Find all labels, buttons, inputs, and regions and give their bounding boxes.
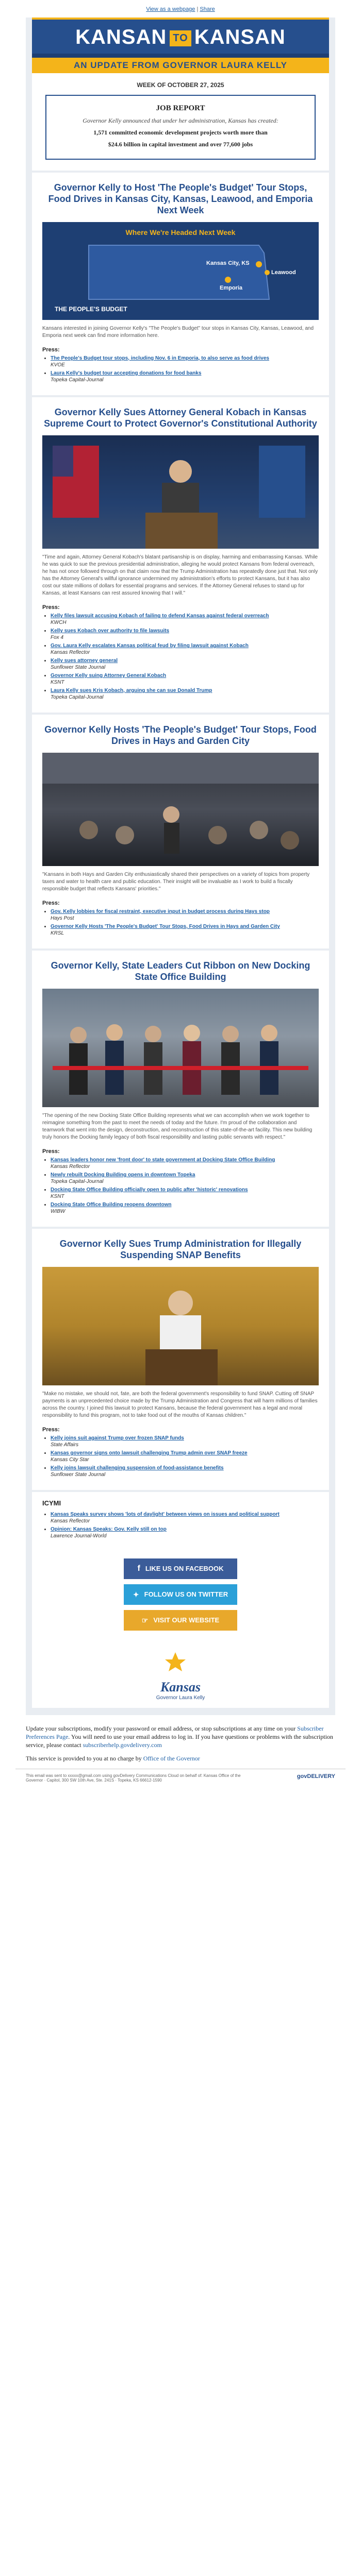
story-title: Governor Kelly, State Leaders Cut Ribbon on New Docking State Office Building: [51, 960, 310, 982]
subscriber-help-link[interactable]: subscriberhelp.govdelivery.com: [83, 1741, 162, 1749]
link-separator: |: [195, 6, 200, 12]
facebook-button-label: LIKE US ON FACEBOOK: [145, 1565, 224, 1572]
press-link[interactable]: Kansas governor signs onto lawsuit challenging Trump admin over SNAP freeze: [51, 1450, 248, 1456]
press-list: [42, 1157, 319, 1215]
footer-text-3: This service is provided to you at no charge by: [26, 1755, 143, 1762]
tour-map-graphic: [42, 222, 319, 320]
press-source: Sunflower State Journal: [51, 665, 106, 670]
story-caption: "The opening of the new Docking State Office Building represents what we can accomplish when we work together to reimagine something from the past to meet the needs of today and the future. I'm proud of the collaboration and teamwork that went into the design, deconstruction, and reconstruction of this state-of-the-art facility. This new building truly honors the Docking family legacy of both fiscal responsibility and lasting public servants with respect.": [42, 1113, 313, 1140]
story-peoples-budget-next-week: [32, 171, 329, 395]
job-report-line-1: 1,571 committed economic development projects worth more than: [93, 129, 268, 136]
social-buttons: [32, 1549, 329, 1645]
press-link[interactable]: Laura Kelly sues Kris Kobach, arguing she can sue Donald Trump: [51, 688, 212, 693]
icymi-item: [51, 1526, 319, 1539]
map-label-leawood: Leawood: [271, 269, 296, 276]
press-item: [51, 923, 319, 937]
press-link[interactable]: Governor Kelly Hosts 'The People's Budget' Tour Stops, Food Drives in Hays and Garden City: [51, 924, 280, 929]
press-link[interactable]: Newly rebuilt Docking Building opens in downtown Topeka: [51, 1172, 195, 1178]
press-link[interactable]: Laura Kelly's budget tour accepting donations for food banks: [51, 370, 202, 376]
press-source: KRSL: [51, 930, 64, 936]
press-source: Topeka Capital-Journal: [51, 694, 104, 700]
story-docking-ribbon-cutting: [32, 948, 329, 1227]
press-list: [42, 908, 319, 937]
press-item: [51, 1187, 319, 1200]
press-item: [51, 1435, 319, 1448]
twitter-button[interactable]: [124, 1584, 237, 1605]
office-of-governor-link[interactable]: Office of the Governor: [143, 1755, 200, 1762]
press-list: [42, 1435, 319, 1478]
facebook-button[interactable]: [124, 1558, 237, 1579]
story-title: Governor Kelly Sues Trump Administration for Illegally Suspending SNAP Benefits: [59, 1239, 302, 1260]
job-report-line-2: $24.6 billion in capital investment and over 77,600 jobs: [108, 141, 253, 148]
press-source: Kansas Reflector: [51, 650, 90, 655]
press-source: Kansas Reflector: [51, 1164, 90, 1170]
subscriber-preferences-link[interactable]: Subscriber Preferences Page: [26, 1725, 324, 1740]
press-list: [42, 355, 319, 383]
icymi-section: [32, 1490, 329, 1549]
website-button[interactable]: [124, 1610, 237, 1631]
story-kobach-lawsuit: [32, 395, 329, 713]
story-title: Governor Kelly to Host 'The People's Budget' Tour Stops, Food Drives in Kansas City, Kansas, Leawood, and Emporia Next Week: [48, 182, 313, 215]
footer-fine-print: This email was sent to xxxxx@gmail.com using govDelivery Communications Cloud on behalf of: Kansas Office of the Governor · Capitol, 300 SW 10th Ave, Ste. 241S · Topeka, KS 66612-1590: [26, 1773, 241, 1783]
press-source: State Affairs: [51, 1442, 79, 1448]
story-caption: Kansans interested in joining Governor Kelly's "The People's Budget" tour stops in Kansas City, Kansas, Leawood, and Emporia next week can find more information here.: [42, 326, 314, 338]
kansas-logo-word: Kansas: [160, 1680, 201, 1694]
press-item: [51, 657, 319, 671]
icymi-title: ICYMI: [42, 1499, 61, 1507]
footer-text-2: . You will need to use your email address to log in. If you have questions or problems with the subscription service, please contact: [26, 1733, 333, 1749]
press-link[interactable]: Kelly joins lawsuit challenging suspension of food-assistance benefits: [51, 1465, 224, 1471]
legal-footer: [15, 1769, 346, 1787]
story-hays-garden-city: [32, 713, 329, 948]
map-label-kansas-city: Kansas City, KS: [206, 260, 250, 266]
press-item: [51, 1157, 319, 1170]
press-link[interactable]: Kelly files lawsuit accusing Kobach of failing to defend Kansas against federal overreach: [51, 613, 269, 619]
press-item: [51, 1465, 319, 1478]
job-report-title: JOB REPORT: [156, 104, 205, 112]
icymi-list: [42, 1511, 319, 1539]
icymi-link[interactable]: Kansas Speaks survey shows 'lots of daylight' between views on issues and political support: [51, 1512, 280, 1517]
press-source: KSNT: [51, 1194, 64, 1199]
press-source: Topeka Capital-Journal: [51, 377, 104, 383]
press-item: [51, 642, 319, 656]
press-heading: Press:: [42, 900, 60, 906]
press-link[interactable]: Kelly sues attorney general: [51, 658, 118, 664]
masthead-word-left: KANSAN: [75, 26, 167, 48]
press-link[interactable]: Docking State Office Building reopens downtown: [51, 1202, 172, 1208]
share-link[interactable]: Share: [200, 6, 215, 12]
press-item: [51, 1172, 319, 1185]
twitter-icon: ✦: [133, 1590, 139, 1599]
press-link[interactable]: The People's Budget tour stops, including Nov. 6 in Emporia, to also serve as food drives: [51, 355, 269, 361]
press-heading: Press:: [42, 604, 60, 611]
press-item: [51, 355, 319, 368]
twitter-button-label: FOLLOW US ON TWITTER: [144, 1590, 228, 1598]
icymi-link[interactable]: Opinion: Kansas Speaks: Gov. Kelly still on top: [51, 1527, 167, 1532]
story-caption: "Make no mistake, we should not, fate, are both the federal government's responsibility to fund SNAP. Cutting off SNAP payments is an unprecedented choice made by the Trump Administration and Congress that will harm millions of families across the country. I joined this lawsuit to protect Kansans, because the federal government has a legal and moral responsibility to fund this program, not to take food out of the mouths of Kansas children.": [42, 1391, 318, 1418]
story-snap-lawsuit: [32, 1227, 329, 1490]
view-as-webpage-link[interactable]: View as a webpage: [146, 6, 195, 12]
press-link[interactable]: Kelly sues Kobach over authority to file lawsuits: [51, 628, 170, 634]
masthead-title: [32, 26, 329, 49]
kansas-logo-subtitle: Governor Laura Kelly: [156, 1695, 205, 1701]
press-list: [42, 613, 319, 701]
press-heading: Press:: [42, 1427, 60, 1433]
press-source: Fox 4: [51, 635, 64, 640]
footer-text-1: Update your subscriptions, modify your password or email address, or stop subscriptions at any time on your: [26, 1725, 298, 1732]
icymi-source: Lawrence Journal-World: [51, 1533, 107, 1539]
masthead-word-right: KANSAN: [194, 26, 286, 48]
govdelivery-logo: govDELIVERY: [297, 1773, 335, 1780]
press-source: Hays Post: [51, 916, 74, 921]
subscription-footer: [15, 1715, 346, 1769]
icymi-item: [51, 1511, 319, 1524]
press-item: [51, 1450, 319, 1463]
story-caption: "Time and again, Attorney General Kobach's blatant partisanship is on display, harming and embarrassing Kansas. While he was quick to sue the previous presidential administration, alleging he would protect Kansans from federal overreach, he has not once followed through on that claim now that the Trump Administration has repeatedly done just that. Not only has the Attorney General's willful ignorance undermined my administration's efforts to protect Kansans, but it has also cost our state millions of dollars for essential programs and services. If the Attorney General refuses to stand up for Kansas, at least Kansans can rest assured knowing that I will.": [42, 554, 318, 596]
press-source: Topeka Capital-Journal: [51, 1179, 104, 1184]
story-caption: "Kansans in both Hays and Garden City enthusiastically shared their perspectives on a variety of topics from property taxes and water to health care and public education. Their insight will be invaluable as I work to build a fiscally responsible budget that reflects Kansans' priorities.": [42, 872, 310, 892]
press-source: Kansas City Star: [51, 1457, 89, 1463]
job-report-intro: Governor Kelly announced that under her administration, Kansas has created:: [83, 117, 278, 124]
job-report-card: [32, 95, 329, 171]
map-label-emporia: Emporia: [220, 285, 243, 291]
press-link[interactable]: Governor Kelly suing Attorney General Kobach: [51, 673, 167, 679]
ribbon-cutting-photo-icon: [42, 989, 319, 1107]
press-item: [51, 370, 319, 383]
story-photo: [42, 435, 319, 549]
press-source: KWCH: [51, 620, 67, 625]
press-source: Sunflower State Journal: [51, 1472, 106, 1478]
press-heading: Press:: [42, 347, 60, 353]
newsletter-container: [26, 18, 335, 1715]
town-hall-photo-icon: [42, 753, 319, 866]
masthead: [32, 18, 329, 73]
press-item: [51, 628, 319, 641]
press-source: KSNT: [51, 680, 64, 685]
press-source: KVOE: [51, 362, 65, 368]
press-link[interactable]: Kansas leaders honor new 'front door' to state government at Docking State Office Building: [51, 1157, 275, 1163]
peoples-budget-badge: THE PEOPLE'S BUDGET: [55, 306, 127, 313]
press-source: WIBW: [51, 1209, 65, 1214]
story-photo: [42, 1267, 319, 1385]
governor-podium-photo-icon: [42, 1267, 319, 1385]
facebook-icon: f: [137, 1564, 140, 1573]
website-button-label: VISIT OUR WEBSITE: [153, 1616, 220, 1624]
press-item: [51, 672, 319, 686]
story-title: Governor Kelly Hosts 'The People's Budget' Tour Stops, Food Drives in Hays and Garden City: [44, 724, 317, 746]
story-title: Governor Kelly Sues Attorney General Kobach in Kansas Supreme Court to Protect Governor's Constitutional Authority: [44, 407, 317, 429]
press-link[interactable]: Docking State Office Building officially open to public after 'historic' renovations: [51, 1187, 248, 1193]
story-photo: [42, 753, 319, 866]
job-report-box: [45, 95, 316, 160]
press-link[interactable]: Gov. Kelly lobbies for fiscal restraint, executive input in budget process during Hays stop: [51, 909, 270, 914]
story-photo: [42, 989, 319, 1107]
icymi-source: Kansas Reflector: [51, 1518, 90, 1524]
map-heading: Where We're Headed Next Week: [125, 228, 236, 236]
kansas-logo-area: [32, 1645, 329, 1708]
press-item: [51, 908, 319, 922]
header-card: [32, 18, 329, 73]
masthead-to-badge: TO: [170, 30, 191, 46]
week-label: WEEK OF OCTOBER 27, 2025: [32, 73, 329, 95]
press-link[interactable]: Kelly joins suit against Trump over frozen SNAP funds: [51, 1435, 184, 1441]
press-conference-photo-icon: [42, 435, 319, 549]
press-heading: Press:: [42, 1148, 60, 1155]
press-item: [51, 1201, 319, 1215]
masthead-tagline: AN UPDATE FROM GOVERNOR LAURA KELLY: [32, 58, 329, 73]
press-link[interactable]: Gov. Laura Kelly escalates Kansas political feud by filing lawsuit against Kobach: [51, 643, 249, 649]
top-links-bar: [0, 0, 361, 18]
pointer-icon: ☞: [141, 1616, 149, 1624]
press-item: [51, 613, 319, 626]
press-item: [51, 687, 319, 701]
